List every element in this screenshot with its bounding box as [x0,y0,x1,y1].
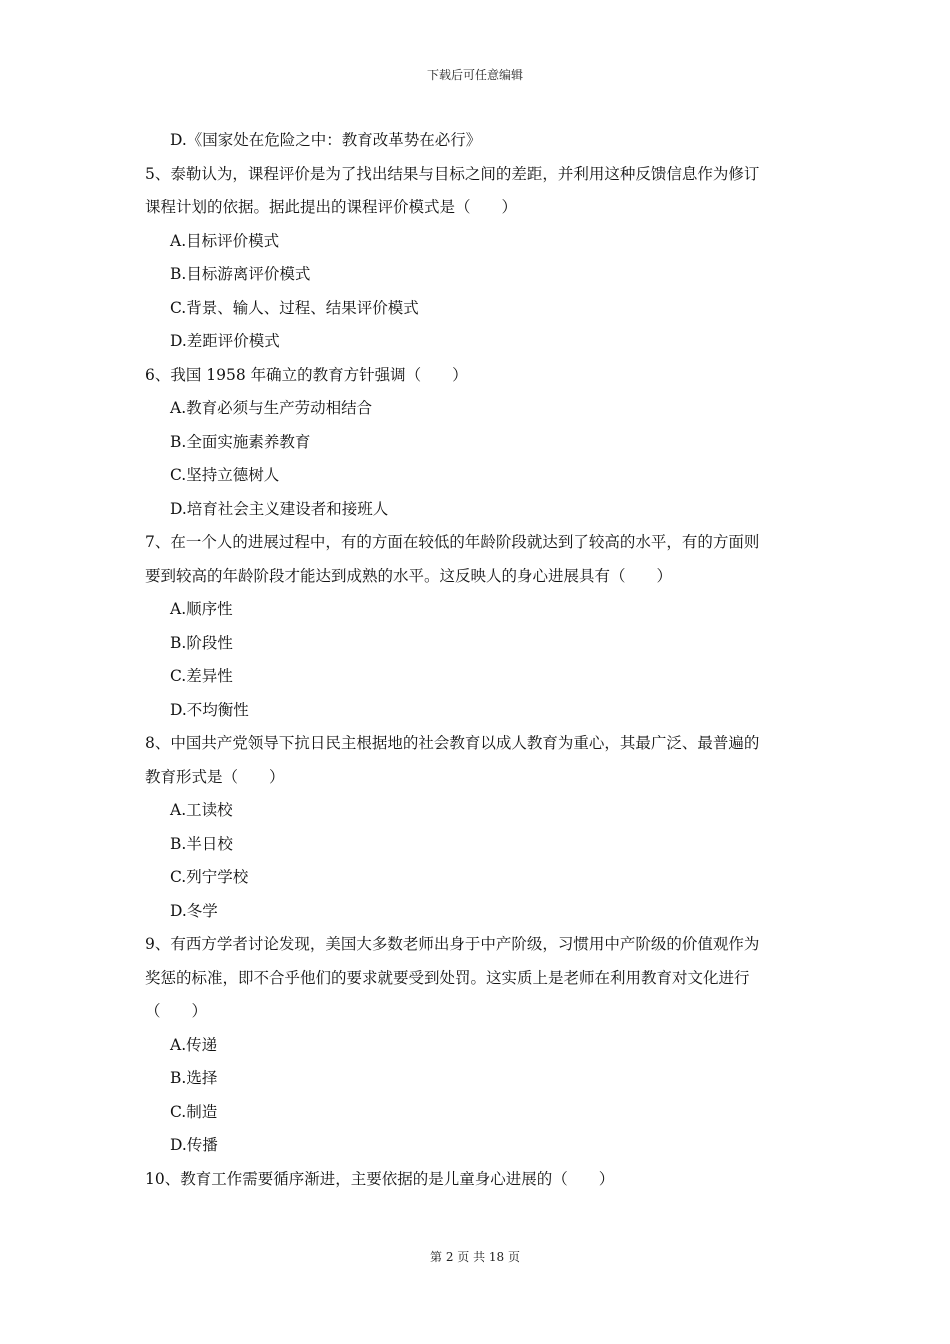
answer-option: A.工读校 [170,801,233,819]
answer-option: A.顺序性 [170,600,233,618]
answer-option: B.全面实施素养教育 [170,432,311,451]
question-text: 5、泰勒认为，课程评价是为了找出结果与目标之间的差距，并利用这种反馈信息作为修订 [145,164,760,183]
answer-option: B.阶段性 [170,633,233,652]
question-text: 10、教育工作需要循序渐进，主要依据的是儿童身心进展的（ ） [145,1169,615,1188]
answer-option: D.不均衡性 [170,700,249,719]
answer-option: C.坚持立德树人 [170,466,280,484]
answer-option: A.教育必须与生产劳动相结合 [170,399,373,417]
answer-option: A.目标评价模式 [170,231,280,250]
page-footer: 第 2 页 共 18 页 [430,1250,520,1264]
answer-option: D.差距评价模式 [170,332,280,350]
question-text: 奖惩的标准，即不合乎他们的要求就要受到处罚。这实质上是老师在利用教育对文化进行 [145,968,750,987]
answer-option: C.差异性 [170,667,233,685]
answer-option: A.传递 [170,1035,218,1054]
question-text: 6、我国 1958 年确立的教育方针强调（ ） [145,365,468,384]
answer-option: B.半日校 [170,834,233,853]
question-text: 9、有西方学者讨论发现，美国大多数老师出身于中产阶级，习惯用中产阶级的价值观作为 [145,935,760,953]
answer-option: D.培育社会主义建设者和接班人 [170,499,389,518]
document-body [145,124,810,1196]
answer-option: C.制造 [170,1102,218,1121]
answer-option: D.《国家处在危险之中：教育改革势在必行》 [170,131,482,149]
answer-option: D.传播 [170,1136,218,1154]
question-text: 7、在一个人的进展过程中，有的方面在较低的年龄阶段就达到了较高的水平，有的方面则 [145,533,760,551]
question-text: 教育形式是（ ） [145,767,285,786]
question-text: 8、中国共产党领导下抗日民主根据地的社会教育以成人教育为重心，其最广泛、最普遍的 [145,734,760,752]
answer-option: C.背景、输人、过程、结果评价模式 [170,298,419,317]
page-header: 下载后可任意编辑 [426,68,523,82]
answer-option: D.冬学 [170,901,218,920]
question-text: 要到较高的年龄阶段才能达到成熟的水平。这反映人的身心进展具有（ ） [145,566,673,585]
answer-option: B.目标游离评价模式 [170,265,311,283]
answer-option: B.选择 [170,1069,218,1087]
question-text: 课程计划的依据。据此提出的课程评价模式是（ ） [145,198,518,216]
question-text: （ ） [145,1002,208,1020]
answer-option: C.列宁学校 [170,868,249,886]
